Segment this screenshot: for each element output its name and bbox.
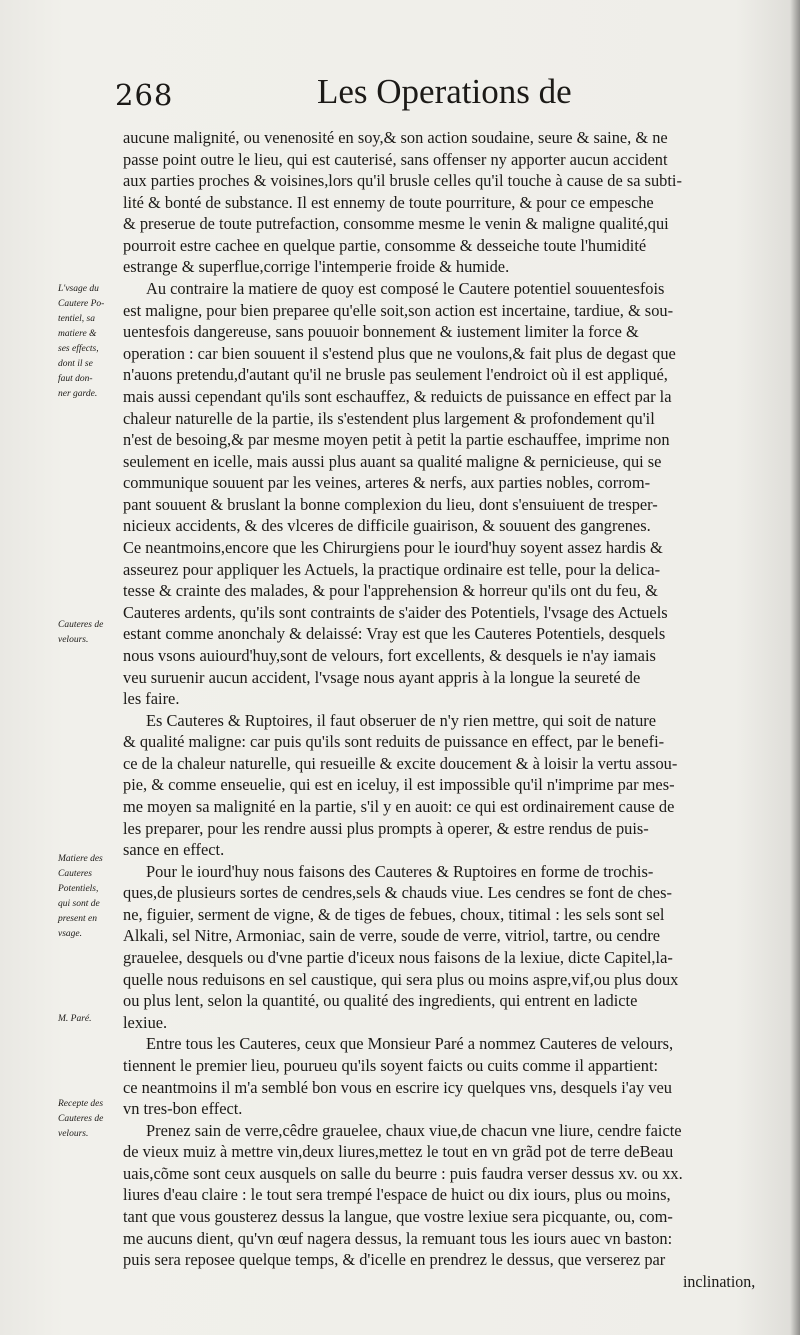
text-line: ou plus lent, selon la quantité, ou qualité des ingredients, qui entrent en ladicte (123, 991, 638, 1011)
note-line: M. Paré. (58, 1014, 92, 1024)
text-line: Cauteres ardents, qu'ils sont contraints de s'aider des Potentiels, l'vsage des Actuels (123, 602, 668, 622)
text-line: inclination, (683, 1271, 756, 1291)
text-line: tant que vous gousterez dessus la langue, que vostre lexiue sera picquante, ou, com- (123, 1207, 673, 1226)
note-line: Recepte des (58, 1099, 104, 1109)
note-line: tentiel, sa (58, 314, 95, 324)
text-line: puis sera reposee quelque temps, & d'icelle en prendrez le dessus, que verserez par (123, 1250, 666, 1270)
note-line: vsage. (58, 929, 83, 939)
note-line: Matiere des (58, 854, 103, 864)
text-line: seulement en icelle, mais aussi plus auant sa qualité maligne & pernicieuse, qui se (123, 451, 662, 471)
text-line: les preparer, pour les rendre aussi plus prompts à operer, & estre rendus de puis- (123, 818, 649, 838)
text-line: ce de la chaleur naturelle, qui resueille & excite doucement & à loisir la vertu assou- (123, 753, 678, 773)
text-line: liures d'eau claire : le tout sera trempé l'espace de huict ou dix iours, plus ou moins, (123, 1185, 671, 1205)
note-line: velours. (58, 635, 89, 645)
note-line: velours. (58, 1129, 89, 1139)
text-line: & qualité maligne: car puis qu'ils sont reduits de puissance en effect, par le benefi- (123, 732, 665, 752)
text-line: pie, & comme enseuelie, qui est en iceluy, il est impossible qu'il n'imprime par mes- (123, 775, 675, 795)
text-line: Au contraire la matiere de quoy est composé le Cautere potentiel souuentesfois (146, 279, 665, 299)
note-line: matiere & (58, 329, 97, 339)
text-line: asseurez pour appliquer les Actuels, la practique ordinaire est telle, pour la delica- (123, 559, 661, 579)
text-line: aux parties proches & voisines,lors qu'il brusle celles qu'il touche à cause de sa subti- (123, 171, 682, 191)
text-line: ce neantmoins il m'a semblé bon vous en escrire icy quelques vns, desquels i'ay veu (123, 1077, 672, 1097)
text-line: me moyen sa malignité en la partie, s'il y en auoit: ce qui est ordinairement cause de (123, 796, 675, 816)
text-line: chaleur naturelle de la partie, ils s'estendent plus largement & profondement qu'il (123, 408, 655, 428)
text-line: Prenez sain de verre,cêdre grauelee, chaux viue,de chacun vne liure, cendre faicte (146, 1120, 682, 1140)
text-line: n'est de besoing,& par mesme moyen petit à petit la partie eschauffee, imprime non (123, 430, 670, 450)
text-line: de vieux muiz à mettre vin,deux liures,mettez le tout en vn grãd pot de terre deBeau (123, 1142, 674, 1162)
note-line: Potentiels, (58, 884, 99, 894)
note-line: Cauteres (58, 869, 92, 879)
text-line: & preserue de toute putrefaction, consomme mesme le venin & maligne qualité,qui (123, 214, 669, 234)
text-line: uais,cõme sont ceux ausquels on salle du beurre : puis faudra verser dessus xv. ou xx. (123, 1163, 683, 1183)
text-line: les faire. (123, 689, 180, 709)
text-line: tesse & crainte des malades, & pour l'apprehension & horreur qu'ils ont du feu, & (123, 581, 658, 601)
text-line: veu suruenir aucun accident, l'vsage nous ayant appris à la longue la seureté de (123, 667, 641, 687)
text-line: Entre tous les Cauteres, ceux que Monsieur Paré a nommez Cauteres de velours, (146, 1034, 674, 1054)
text-line: Es Cauteres & Ruptoires, il faut obseruer de n'y rien mettre, qui soit de nature (146, 710, 657, 730)
text-line: pourroit estre cachee en quelque partie, consomme & desseiche toute l'humidité (123, 235, 647, 255)
text-line: ne, figuier, serment de vigne, & de tiges de febues, choux, titimal : les sels sont sel (123, 904, 665, 924)
text-line: quelle nous reduisons en sel caustique, qui sera plus ou moins aspre,vif,ou plus doux (123, 969, 679, 989)
note-line: Cautere Po- (58, 299, 105, 309)
text-line: est maligne, pour bien preparee qu'elle soit,son action est incertaine, tardiue, & sou- (123, 300, 674, 320)
note-line: ses effects, (58, 344, 99, 354)
text-line: passe point outre le lieu, qui est cauterisé, sans offenser ny apporter aucun accident (123, 149, 668, 169)
text-line: nicieux accidents, & des vlceres de difficile guairison, & souuent des gangrenes. (123, 516, 651, 536)
note-line: present en (58, 914, 97, 924)
text-line: vn tres-bon effect. (123, 1099, 243, 1119)
page-number: 268 (115, 78, 174, 112)
text-line: ques,de plusieurs sortes de cendres,sels & chauds viue. Les cendres se font de ches- (123, 883, 672, 903)
note-line: Cauteres de (58, 1114, 104, 1124)
text-line: lexiue. (123, 1012, 168, 1032)
text-line: communique souuent par les veines, arteres & nerfs, aux parties nobles, corrom- (123, 473, 651, 493)
text-line: Alkali, sel Nitre, Armoniac, sain de verre, soude de verre, vitriol, tartre, ou cendre (123, 926, 661, 946)
text-line: lité & bonté de substance. Il est ennemy de toute pourriture, & pour ce empesche (123, 192, 654, 212)
note-line: dont il se (58, 359, 93, 369)
text-line: aucune malignité, ou venenosité en soy,& son action soudaine, seure & saine, & ne (123, 128, 668, 147)
text-line: nous vsons auiourd'huy,sont de velours, fort excellents, & desquels ie n'ay iamais (123, 645, 656, 665)
text-line: Pour le iourd'huy nous faisons des Cauteres & Ruptoires en forme de trochis- (146, 861, 654, 881)
text-line: sance en effect. (123, 840, 225, 860)
text-line: grauelee, desquels ou d'vne partie d'iceux nous faisons de la lexiue, dicte Capitel,la- (123, 948, 673, 968)
text-line: uentesfois dangereuse, sans pouuoir bonnement & iustement limiter la force & (123, 322, 639, 342)
text-line: n'auons pretendu,d'autant qu'il ne brusle pas seulement l'endroict où il est appliqué, (123, 365, 668, 385)
text-line: estant comme anonchaly & delaissé: Vray est que les Cauteres Potentiels, desquels (123, 624, 666, 644)
note-line: L'vsage du (58, 284, 99, 294)
note-line: ner garde. (58, 389, 98, 399)
text-line: tiennent le premier lieu, pourueu qu'ils soyent faicts ou cuits comme il appartient: (123, 1055, 659, 1075)
note-line: faut don- (58, 374, 93, 384)
note-line: qui sont de (58, 899, 100, 909)
text-line: mais aussi cependant qu'ils sont eschauffez, & reduicts de puissance en effect par la (123, 386, 672, 406)
text-line: estrange & superflue,corrige l'intemperie froide & humide. (123, 257, 510, 277)
text-line: Ce neantmoins,encore que les Chirurgiens pour le iourd'huy soyent assez hardis & (123, 538, 663, 558)
running-title: Les Operations de (317, 72, 572, 111)
text-line: operation : car bien souuent il s'estend plus que ne voulons,& fait plus de degast que (123, 343, 676, 363)
text-line: me aucuns dient, qu'vn œuf nagera dessus, la remuant tous les iours auec vn baston: (123, 1228, 673, 1248)
text-line: pant souuent & bruslant la bonne complexion du lieu, dont s'ensuiuent de tresper- (123, 494, 658, 514)
note-line: Cauteres de (58, 620, 104, 630)
